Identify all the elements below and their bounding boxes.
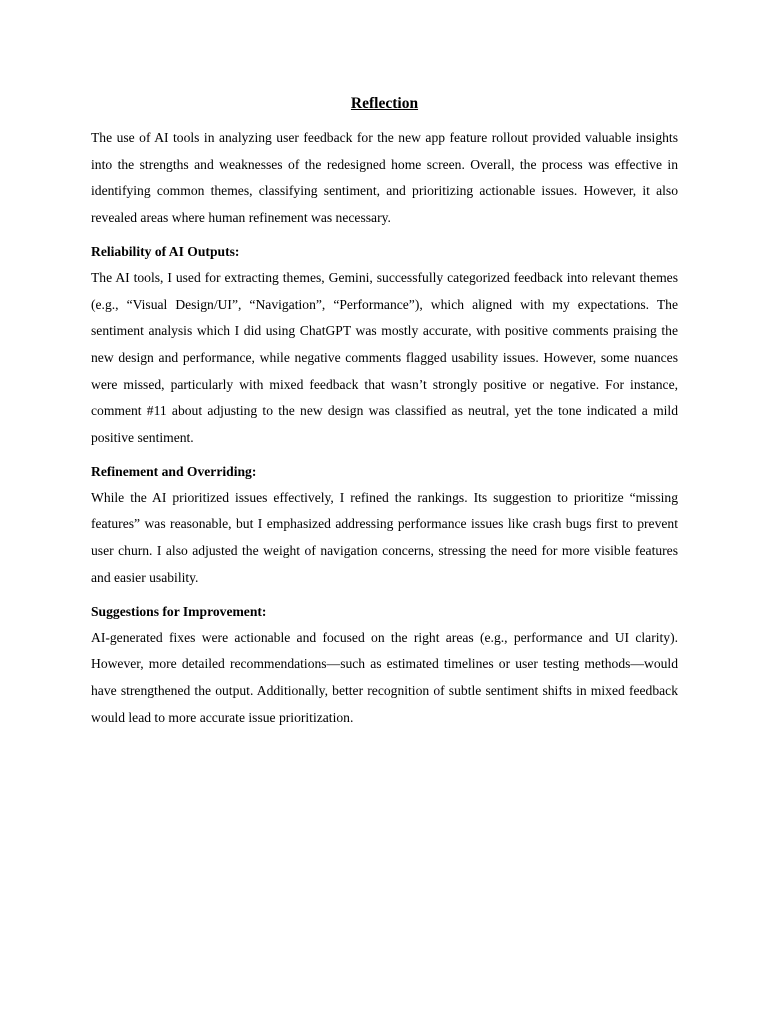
section-paragraph: While the AI prioritized issues effectively, I refined the rankings. Its suggestion to prioritize “missing features” was reasonable, but I emphasized addressing performance issues like crash bugs first to prevent user churn. I also adjusted the weight of navigation concerns, stressing the need for more visible features and easier usability. [91,489,678,585]
section-refinement [91,462,678,592]
page-title: Reflection [350,95,419,112]
section-heading: Suggestions for Improvement: [91,603,267,619]
section-suggestions [91,602,678,732]
section-paragraph: The AI tools, I used for extracting themes, Gemini, successfully categorized feedback into relevant themes (e.g., “Visual Design/UI”, “Navigation”, “Performance”), which aligned with my expectations. The sentiment analysis which I did using ChatGPT was mostly accurate, with positive comments praising the new design and performance, while negative comments flagged usability issues. However, some nuances were missed, particularly with mixed feedback that wasn’t strongly positive or negative. For instance, comment #11 about adjusting to the new design was classified as neutral, yet the tone indicated a mild positive sentiment. [91,269,678,446]
section-heading: Reliability of AI Outputs: [91,243,240,259]
section-heading: Refinement and Overriding: [91,463,257,479]
section-reliability [91,242,678,452]
document-content [91,94,678,731]
section-paragraph: AI-generated fixes were actionable and focused on the right areas (e.g., performance and UI clarity). However, more detailed recommendations—such as estimated timelines or user testing methods—would have strengthened the output. Additionally, better recognition of subtle sentiment shifts in mixed feedback would lead to more accurate issue prioritization. [91,629,678,725]
intro-paragraph: The use of AI tools in analyzing user feedback for the new app feature rollout provided valuable insights into the strengths and weaknesses of the redesigned home screen. Overall, the process was effective in identifying common themes, classifying sentiment, and prioritizing actionable issues. However, it also revealed areas where human refinement was necessary. [91,130,678,226]
